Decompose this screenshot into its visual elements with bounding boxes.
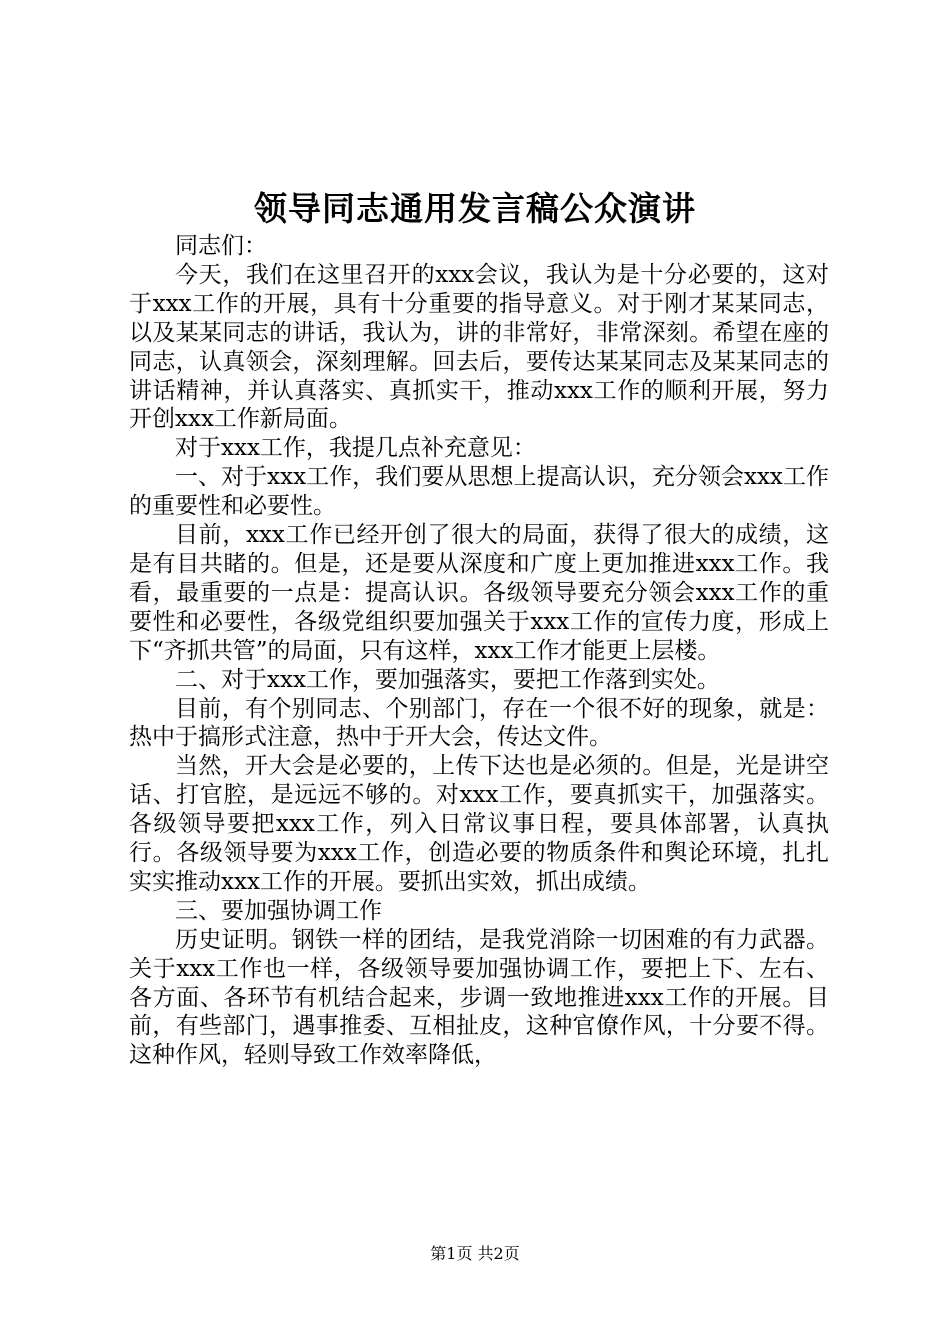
paragraph-point-two-heading: 二、对于xxx工作，要加强落实，要把工作落到实处。	[175, 666, 720, 693]
page-footer: 第1页 共2页	[430, 1244, 520, 1263]
document-body	[129, 232, 829, 1070]
paragraph-intro-points: 对于xxx工作，我提几点补充意见：	[175, 435, 536, 462]
paragraph-opening: 今天，我们在这里召开的xxx会议，我认为是十分必要的，这对于xxx工作的开展，具有十分重要的指导意义。对于刚才某某同志，以及某某同志的讲话，我认为，讲的非常好，非常深刻。希望在座的同志，认真领会，深刻理解。回去后，要传达某某同志及某某同志的讲话精神，并认真落实、真抓实干，推动xxx工作的顺利开展，努力开创xxx工作新局面。	[129, 261, 829, 433]
document-title: 领导同志通用发言稿公众演讲	[254, 189, 696, 228]
paragraph-salutation: 同志们：	[175, 233, 267, 259]
paragraph-point-two-detail: 当然，开大会是必要的，上传下达也是必须的。但是，光是讲空话、打官腔，是远远不够的。对xxx工作，要真抓实干，加强落实。各级领导要把xxx工作，列入日常议事日程，要具体部署，认真执行。各级领导要为xxx工作，创造必要的物质条件和舆论环境，扎扎实实推动xxx工作的开展。要抓出实效，抓出成绩。	[129, 753, 829, 895]
paragraph-point-three-body: 历史证明。钢铁一样的团结，是我党消除一切困难的有力武器。关于xxx工作也一样，各级领导要加强协调工作，要把上下、左右、各方面、各环节有机结合起来，步调一致地推进xxx工作的开展。目前，有些部门，遇事推委、互相扯皮，这种官僚作风，十分要不得。这种作风，轻则导致工作效率降低，	[129, 926, 829, 1069]
paragraph-point-two-body: 目前，有个别同志、个别部门，存在一个很不好的现象，就是：热中于搞形式注意，热中于开大会，传达文件。	[129, 695, 829, 751]
paragraph-point-one-heading: 一、对于xxx工作，我们要从思想上提高认识，充分领会xxx工作的重要性和必要性。	[129, 464, 829, 520]
paragraph-point-one-body: 目前，xxx工作已经开创了很大的局面，获得了很大的成绩，这是有目共睹的。但是，还是要从深度和广度上更加推进xxx工作。我看，最重要的一点是：提高认识。各级领导要充分领会xxx工作的重要性和必要性，各级党组织要加强关于xxx工作的宣传力度，形成上下“齐抓共管”的局面，只有这样，xxx工作才能更上层楼。	[129, 522, 829, 664]
paragraph-point-three-heading: 三、要加强协调工作	[175, 897, 382, 924]
